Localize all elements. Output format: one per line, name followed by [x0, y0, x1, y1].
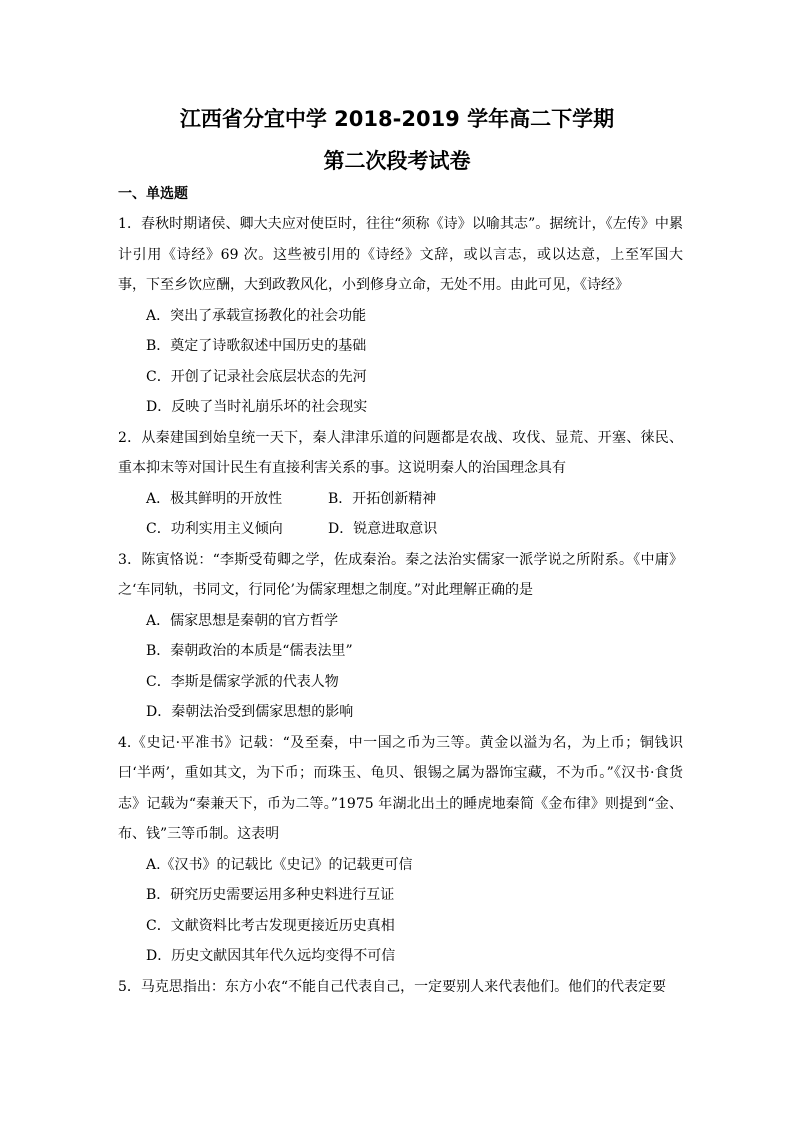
question-3-stem: 3．陈寅恪说：“李斯受荀卿之学，佐成秦治。秦之法治实儒家一派学说之所附系。《中庸》之‘车同轨，书同文，行同伦’为儒家理想之制度。”对此理解正确的是	[118, 551, 683, 598]
question-3-option-b: B．秦朝政治的本质是“儒表法里”	[146, 643, 353, 659]
question-2-option-a: A．极其鲜明的开放性	[146, 490, 283, 507]
question-1-stem: 1．春秋时期诸侯、卿大夫应对使臣时，往往“须称《诗》以喻其志”。据统计，《左传》中累计引用《诗经》69 次。这些被引用的《诗经》文辞，或以言志，或以达意，上至军国大事，下至乡饮应酬，大到政教风化，小到修身立命，无处不用。由此可见，《诗经》	[118, 216, 683, 293]
question-3-option-a: A．儒家思想是秦朝的官方哲学	[146, 612, 339, 629]
question-2	[118, 423, 683, 545]
exam-title: 江西省分宜中学 2018-2019 学年高二下学期	[179, 107, 615, 131]
question-4-stem: 4.《史记·平准书》记载：“及至秦，中一国之币为三等。黄金以溢为名，为上币；铜钱识曰‘半两’，重如其文，为下币；而珠玉、龟贝、银锡之属为器饰宝藏，不为币。”《汉书·食货志》记载为“秦兼天下，币为二等。”1975 年湖北出土的睡虎地秦简《金布律》则提到“金、布、钱”三等币制。这表明	[118, 734, 683, 842]
question-1-option-a: A．突出了承载宣扬教化的社会功能	[146, 307, 367, 324]
question-5	[118, 972, 683, 1003]
question-3-option-d: D．秦朝法治受到儒家思想的影响	[146, 704, 354, 720]
question-1-option-b: B．奠定了诗歌叙述中国历史的基础	[146, 338, 367, 354]
question-2-options-row-1	[118, 484, 683, 515]
question-2-options-row-2	[118, 514, 683, 545]
question-4-option-d: D．历史文献因其年代久远均变得不可信	[146, 948, 396, 964]
section-heading: 一、单选题	[118, 186, 188, 202]
question-2-option-b: B．开拓创新精神	[328, 490, 437, 507]
question-3	[118, 545, 683, 728]
question-2-option-c: C．功利实用主义倾向	[146, 521, 283, 537]
question-list	[118, 209, 683, 1002]
question-4-option-c: C．文献资料比考古发现更接近历史真相	[146, 917, 395, 934]
question-1	[118, 209, 683, 423]
question-4-option-b: B．研究历史需要运用多种史料进行互证	[146, 887, 395, 903]
question-4-option-a: A.《汉书》的记载比《史记》的记载更可信	[146, 856, 413, 873]
question-3-option-c: C．李斯是儒家学派的代表人物	[146, 673, 339, 690]
question-1-option-c: C．开创了记录社会底层状态的先河	[146, 368, 367, 385]
question-2-option-d: D．锐意进取意识	[328, 521, 438, 537]
question-2-stem: 2．从秦建国到始皇统一天下，秦人津津乐道的问题都是农战、攻伐、显荒、开塞、徕民、重本抑末等对国计民生有直接利害关系的事。这说明秦人的治国理念具有	[118, 429, 683, 476]
question-4	[118, 728, 683, 972]
question-5-stem: 5．马克思指出：东方小农“不能自己代表自己，一定要别人来代表他们。他们的代表定要	[118, 978, 667, 995]
question-1-option-d: D．反映了当时礼崩乐坏的社会现实	[146, 399, 368, 415]
exam-subtitle: 第二次段考试卷	[323, 149, 471, 173]
